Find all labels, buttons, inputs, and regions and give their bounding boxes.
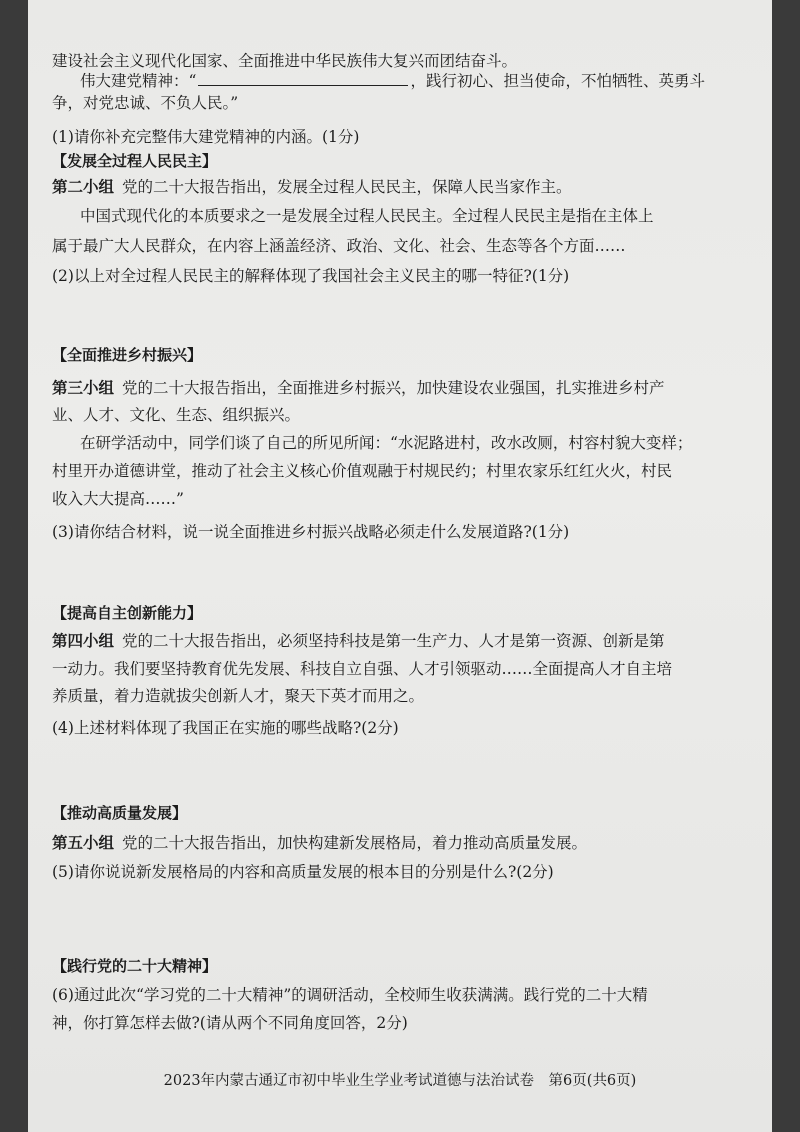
section-heading-innovation: 【提高自主创新能力】 [52,604,203,622]
spirit-suffix: ，践行初心、担当使命，不怕牺牲、英勇斗 [410,72,705,90]
section-heading-rural: 【全面推进乡村振兴】 [52,346,203,364]
section5-line-1: 第五小组 党的二十大报告指出，加快构建新发展格局，着力推动高质量发展。 [52,834,588,852]
group-label: 第四小组 [52,632,115,650]
spirit-prefix: 伟大建党精神：“ [80,72,197,90]
question-5: (5)请你说说新发展格局的内容和高质量发展的根本目的分别是什么?(2分) [52,863,554,881]
question-6-line-2: 神，你打算怎样去做?(请从两个不同角度回答，2分) [52,1014,408,1032]
question-4: (4)上述材料体现了我国正在实施的哪些战略?(2分) [52,719,399,737]
section3-line-4: 村里开办道德讲堂，推动了社会主义核心价值观融于村规民约；村里农家乐红红火火，村民 [52,462,673,480]
intro-line: 建设社会主义现代化国家、全面推进中华民族伟大复兴而团结奋斗。 [52,52,518,70]
page-footer: 2023年内蒙古通辽市初中毕业生学业考试道德与法治试卷 第6页(共6页) [163,1073,637,1089]
section4-line-3: 养质量，着力造就拔尖创新人才，聚天下英才而用之。 [52,687,425,705]
section2-line-3: 属于最广大人民群众，在内容上涵盖经济、政治、文化、社会、生态等各个方面…… [52,237,626,255]
spirit-line [80,71,770,91]
section3-line-5: 收入大大提高……” [52,490,184,508]
section3-line-2: 业、人才、文化、生态、组织振兴。 [52,406,301,424]
section3-line-3: 在研学活动中，同学们谈了自己的所见所闻：“水泥路进村，改水改厕，村容村貌大变样； [80,434,693,452]
section4-line-2: 一动力。我们要坚持教育优先发展、科技自立自强、人才引领驱动……全面提高人才自主培 [52,660,673,678]
section-heading-democracy: 【发展全过程人民民主】 [52,152,218,170]
section4-line-1: 第四小组 党的二十大报告指出，必须坚持科技是第一生产力、人才是第一资源、创新是第 [52,632,665,650]
section-heading-practice: 【践行党的二十大精神】 [52,957,218,975]
section2-line-1: 第二小组 党的二十大报告指出，发展全过程人民民主，保障人民当家作主。 [52,178,572,196]
question-2: (2)以上对全过程人民民主的解释体现了我国社会主义民主的哪一特征?(1分) [52,267,570,285]
question-6-line-1: (6)通过此次“学习党的二十大精神”的调研活动，全校师生收获满满。践行党的二十大精 [52,986,648,1004]
section2-line-2: 中国式现代化的本质要求之一是发展全过程人民民主。全过程人民民主是指在主体上 [80,207,654,225]
group-label: 第三小组 [52,379,115,397]
group-label: 第五小组 [52,834,115,852]
question-1: (1)请你补充完整伟大建党精神的内涵。(1分) [52,128,360,146]
section3-line-1: 第三小组 党的二十大报告指出，全面推进乡村振兴，加快建设农业强国，扎实推进乡村产 [52,379,665,397]
question-3: (3)请你结合材料，说一说全面推进乡村振兴战略必须走什么发展道路?(1分) [52,523,570,541]
group-label: 第二小组 [52,178,115,196]
spirit-line-2: 争，对党忠诚、不负人民。” [52,94,239,112]
section-heading-development: 【推动高质量发展】 [52,804,188,822]
answer-blank[interactable] [198,71,408,86]
